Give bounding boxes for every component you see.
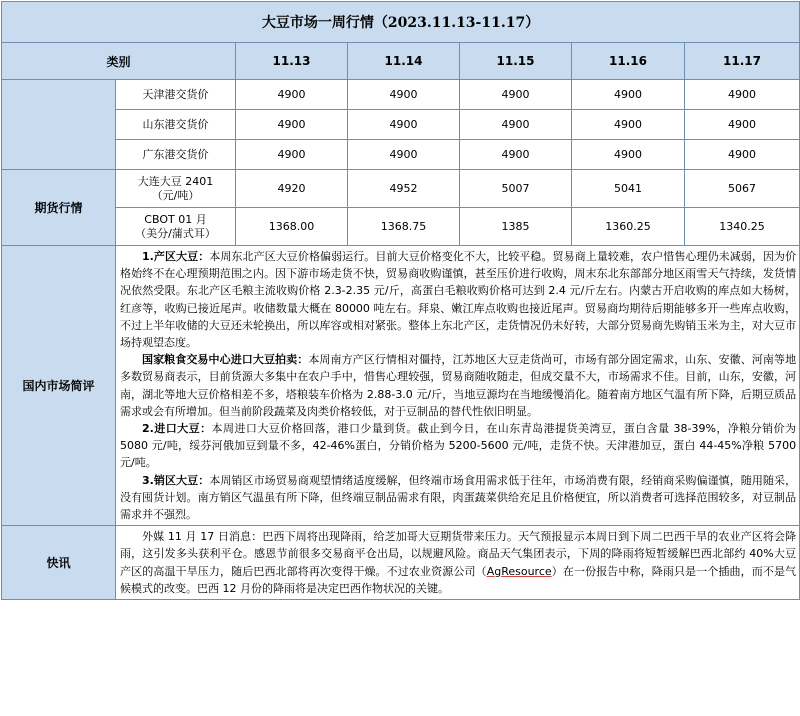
row-label: 广东港交货价 — [116, 140, 236, 170]
price-cell: 5041 — [572, 170, 685, 208]
paragraph-heading: 3.销区大豆： — [142, 473, 210, 487]
price-cell: 5007 — [460, 170, 572, 208]
domestic-commentary — [116, 246, 800, 526]
row-label-unit: （美分/蒲式耳） — [135, 226, 216, 240]
news-label: 快讯 — [2, 526, 116, 600]
price-cell: 4900 — [460, 140, 572, 170]
price-cell: 4900 — [236, 110, 348, 140]
row-label: 天津港交货价 — [116, 80, 236, 110]
table-row — [2, 170, 800, 208]
table-row — [2, 110, 800, 140]
paragraph-text: 本周销区市场贸易商观望情绪适度缓解，但终端市场食用需求低于往年，市场消费有限，经销商采购偏谨慎，随用随采，没有囤货计划。南方销区气温虽有所下降，但终端豆制品需求有限，肉蛋蔬菜供给充足且价格便宜，所以消费者可选择范围较多，对豆制品需求并不强烈。 — [120, 473, 797, 522]
paragraph-heading: 1.产区大豆： — [142, 250, 210, 263]
price-cell: 1340.25 — [685, 208, 800, 246]
news-text-part: 外媒 11 月 17 日消息：巴西下周将出现降雨，给芝加哥大豆期货带来压力。天气预报显示本周日到下周二巴西干旱的农业产区将会降雨，这引发多头获利平仓。感恩节前很多交易商平仓出局，以规避风险。商品天气集团表示，下周的降雨将短暂缓解巴西北部约 40%大豆产区的高温干旱压力，随后巴西北部将再次变得干燥。不过农业资源公司（ — [120, 530, 797, 578]
futures-label: 期货行情 — [2, 170, 116, 246]
price-cell: 4900 — [685, 110, 800, 140]
paragraph-heading: 国家粮食交易中心进口大豆拍卖： — [142, 353, 309, 367]
row-label-line: CBOT 01 月 — [144, 212, 207, 226]
paragraph-heading: 2.进口大豆： — [142, 422, 212, 436]
paragraph-text: 本周南方产区行情相对僵持，江苏地区大豆走货尚可，市场有部分固定需求，山东、安徽、河南等地多数贸易商表示，目前货源大多集中在农户手中，惜售心理较强，贸易商随收随走，但成交量不大，市场需求不佳。目前，山东，安徽，河南，湖北等地大豆价格相差不多，塔粮装车价格为 2.88-3.0 元/斤，当地豆源均在当地缓慢消化。随着南方地区气温有所下降，后期豆质品需求或会有所增加。但当前阶段蔬菜及肉类价格较低，对于豆制品的替代性依旧明显。 — [120, 353, 797, 418]
date-header: 11.15 — [460, 43, 572, 80]
news-row — [2, 526, 800, 600]
table-row — [2, 80, 800, 110]
price-cell: 1368.75 — [348, 208, 460, 246]
price-cell: 1368.00 — [236, 208, 348, 246]
paragraph-text: 本周进口大豆价格回落，港口少量到货。截止到今日，在山东青岛港提货美湾豆，蛋白含量 38-39%，净粮分销价为 5080 元/吨，绥芬河俄加豆到量不多，42-46%蛋白，分销价格为 5200-5600 元/吨，走货不快。天津港加豆，蛋白 44-45%净粮 5700 元/吨。 — [120, 422, 797, 470]
price-cell: 4900 — [348, 110, 460, 140]
row-label: 山东港交货价 — [116, 110, 236, 140]
table-row — [2, 208, 800, 246]
date-header: 11.17 — [685, 43, 800, 80]
price-cell: 4900 — [236, 140, 348, 170]
price-cell: 1360.25 — [572, 208, 685, 246]
paragraph-imports — [120, 420, 796, 472]
price-cell: 4900 — [348, 140, 460, 170]
header-row — [2, 43, 800, 80]
price-cell: 4900 — [348, 80, 460, 110]
paragraph-text: 本周东北产区大豆价格偏弱运行。目前大豆价格变化不大，比较平稳。贸易商上量较难，农户惜售心理仍未减弱，因为价格始终不在心理预期范围之内。因下游市场走货不快，贸易商收购谨慎，甚至压价进行收购，周末东北东部部分地区雨雪天气持续，发货情况依然受限。东北产区毛粮主流收购价格 2.3-2.35 元/斤，高蛋白毛粮收购价格可达到 2.4 元/斤左右。内蒙古开启收购的库点如大杨树，红彦等，收购已接近尾声。收储数量大概在 80000 吨左右。拜泉、嫩江库点收购也接近尾声。贸易商均期待后期能够多开一些库点收购，不过上半年收储的大豆还未轮换出，所以库容或相对紧张。整体上东北产区，走货情况仍未好转，大部分贸易商先购销玉米为主，对大豆市场持观望态度。 — [120, 250, 797, 350]
domestic-label: 国内市场简评 — [2, 246, 116, 526]
row-label — [116, 208, 236, 246]
price-cell: 4900 — [572, 140, 685, 170]
price-cell: 4900 — [236, 80, 348, 110]
date-header: 11.13 — [236, 43, 348, 80]
row-label-unit: （元/吨） — [151, 188, 200, 202]
row-label-line: 大连大豆 2401 — [137, 174, 214, 188]
news-text-part: ）在一份报告中称，降雨只是一个插曲，而不是气候模式的改变。巴西 12 月份的降雨将是决定巴西作物状况的关键。 — [120, 564, 797, 595]
price-cell: 4952 — [348, 170, 460, 208]
category-header: 类别 — [2, 43, 236, 80]
price-cell: 4900 — [572, 110, 685, 140]
table-row — [2, 140, 800, 170]
paragraph-origin — [120, 248, 796, 351]
price-cell: 5067 — [685, 170, 800, 208]
spot-group-cell — [2, 80, 116, 170]
paragraph-auction — [120, 351, 796, 420]
row-label — [116, 170, 236, 208]
price-cell: 4900 — [685, 80, 800, 110]
page-title: 大豆市场一周行情（2023.11.13-11.17） — [2, 2, 800, 43]
price-cell: 4900 — [685, 140, 800, 170]
date-header: 11.14 — [348, 43, 460, 80]
price-cell: 4900 — [572, 80, 685, 110]
price-cell: 1385 — [460, 208, 572, 246]
price-cell: 4920 — [236, 170, 348, 208]
price-cell: 4900 — [460, 80, 572, 110]
news-text — [116, 526, 800, 600]
domestic-row — [2, 246, 800, 526]
date-header: 11.16 — [572, 43, 685, 80]
paragraph-sales — [120, 472, 796, 524]
price-cell: 4900 — [460, 110, 572, 140]
agresource-term: AgResource — [486, 564, 552, 578]
soybean-weekly-table — [1, 1, 800, 600]
